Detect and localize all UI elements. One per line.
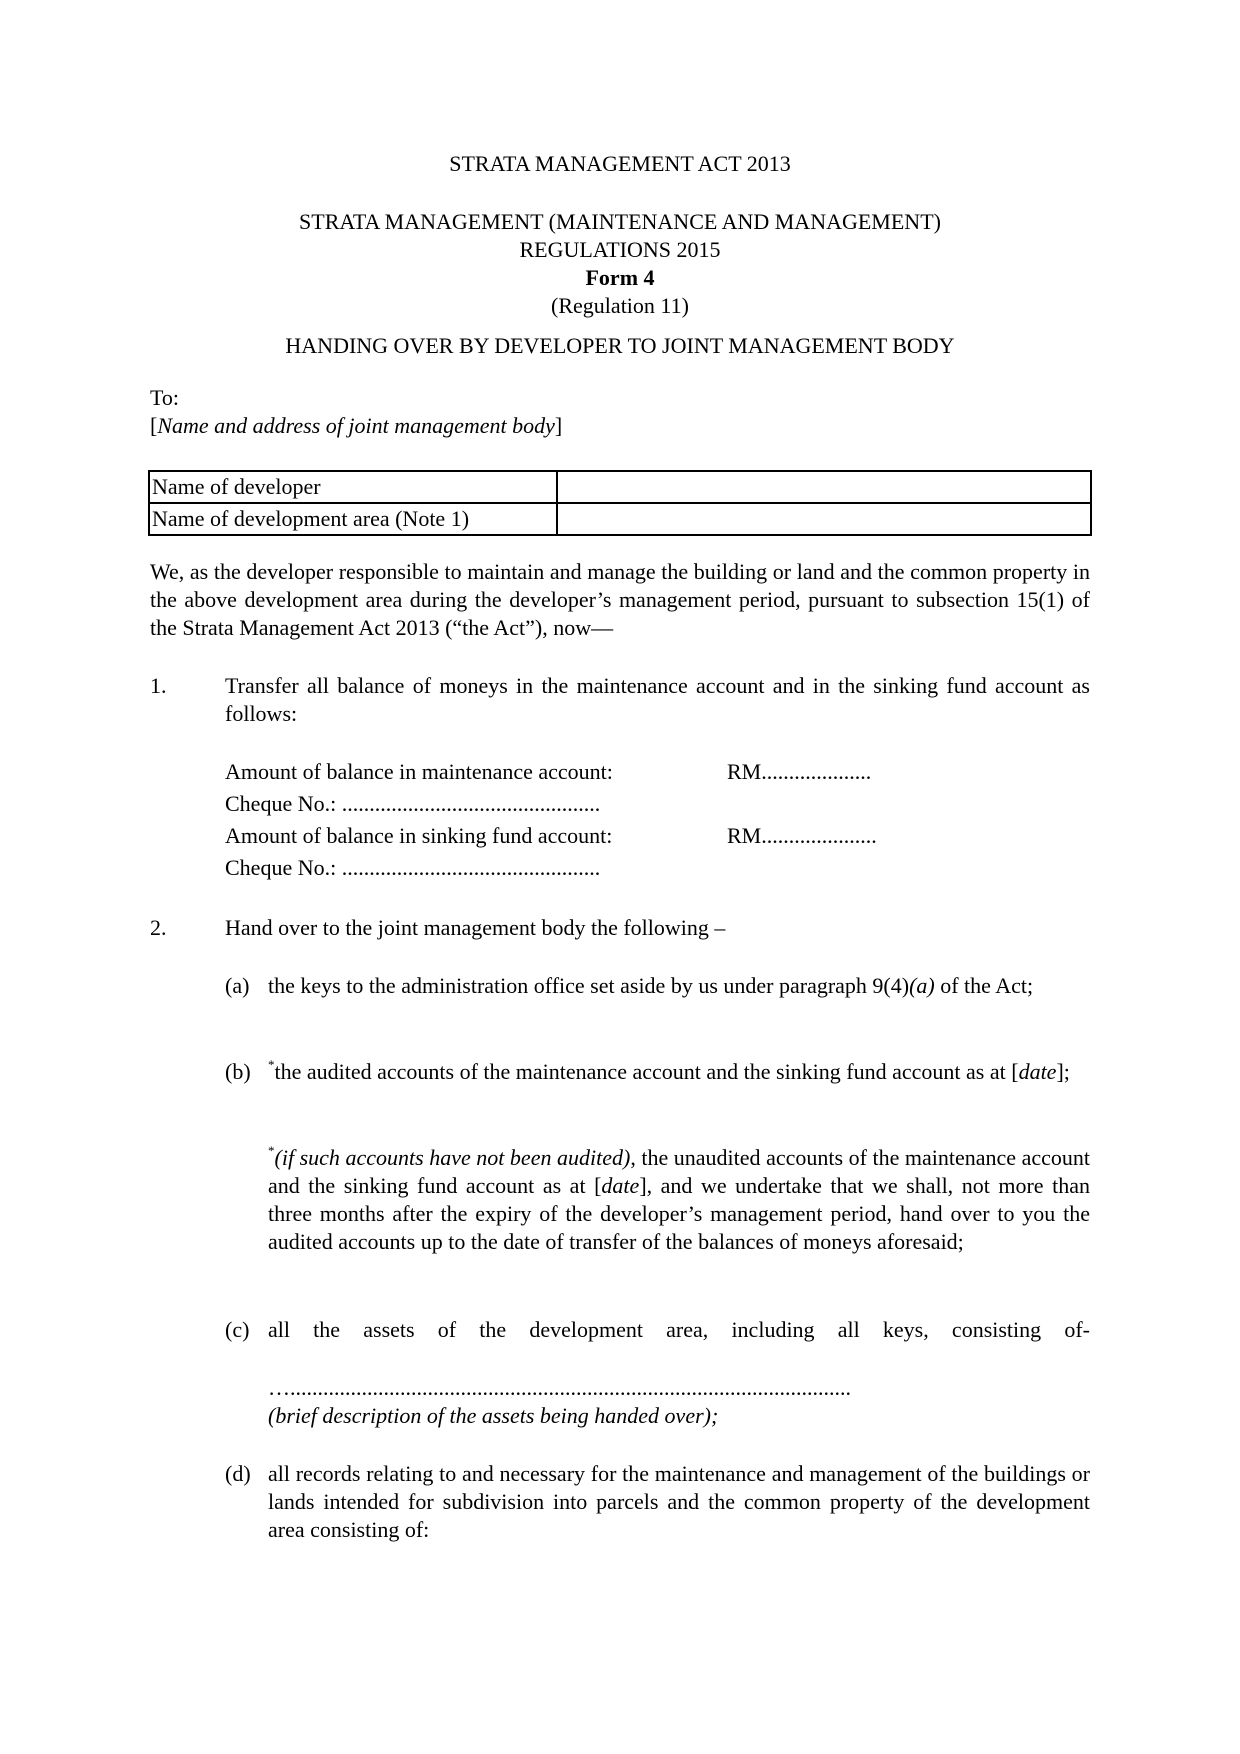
- item2b-label: (b): [225, 1059, 251, 1084]
- open-bracket: [: [150, 413, 158, 438]
- item2b-alt-text-part1: , the unaudited accounts of the maintenance account and the sinking fund account as at [: [268, 1145, 1090, 1198]
- form-number: Form 4: [585, 265, 655, 290]
- development-area-field[interactable]: [557, 503, 1091, 535]
- cheque-no-maintenance[interactable]: Cheque No.: ...............................................: [225, 791, 601, 816]
- sinking-balance-label: Amount of balance in sinking fund account:: [225, 823, 613, 848]
- developer-info-table: [148, 470, 1092, 536]
- item2c-dots[interactable]: …......................................................................................................: [268, 1375, 851, 1400]
- sinking-balance-amount[interactable]: RM.....................: [727, 823, 877, 848]
- item1-number: 1.: [150, 673, 167, 698]
- item2a-text-ital: (a): [909, 973, 935, 998]
- item1-text: Transfer all balance of moneys in the maintenance account and in the sinking fund account as follows:: [225, 673, 1090, 726]
- development-area-label: Name of development area (Note 1): [149, 503, 557, 535]
- item2b-text-part2: ];: [1056, 1059, 1070, 1084]
- cheque-no-sinking[interactable]: Cheque No.: ...............................................: [225, 855, 601, 880]
- item2b-text: [268, 1058, 1090, 1086]
- maintenance-balance-label: Amount of balance in maintenance account:: [225, 759, 613, 784]
- item2d-text: all records relating to and necessary for the maintenance and management of the buildings or lands intended for subdivision into parcels and the common property of the development area consisting of:: [268, 1461, 1090, 1542]
- item2c-text: all the assets of the development area, including all keys, consisting of-: [268, 1317, 1090, 1342]
- regulation-reference: (Regulation 11): [551, 293, 689, 318]
- item2a-text-part1: the keys to the administration office set aside by us under paragraph 9(4): [268, 973, 910, 998]
- item2a-text: [268, 972, 1090, 1000]
- maintenance-balance-amount[interactable]: RM....................: [727, 759, 872, 784]
- item2a-label: (a): [225, 973, 250, 998]
- form-title: HANDING OVER BY DEVELOPER TO JOINT MANAGEMENT BODY: [285, 333, 955, 358]
- item2b-text-part1: the audited accounts of the maintenance account and the sinking fund account as at [: [274, 1059, 1019, 1084]
- addressee-placeholder: [150, 412, 1090, 440]
- item2c-label: (c): [225, 1317, 250, 1342]
- item2b-alt-star: *: [268, 1143, 275, 1158]
- item2b-alt-date: date: [601, 1173, 640, 1198]
- item2b-alt-ital: (if such accounts have not been audited): [274, 1145, 631, 1170]
- table-row: [149, 471, 1091, 503]
- regulations-title-line1: STRATA MANAGEMENT (MAINTENANCE AND MANAGEMENT): [299, 209, 941, 234]
- regulations-title-line2: REGULATIONS 2015: [519, 237, 721, 262]
- act-title: STRATA MANAGEMENT ACT 2013: [449, 151, 791, 176]
- item2c-description: (brief description of the assets being handed over);: [268, 1403, 719, 1428]
- item2b-date: date: [1018, 1059, 1057, 1084]
- intro-paragraph: We, as the developer responsible to maintain and manage the building or land and the common property in the above development area during the developer’s management period, pursuant to subsection 15(1) of the Strata Management Act 2013 (“the Act”), now—: [150, 559, 1090, 640]
- close-bracket: ]: [554, 413, 563, 438]
- item2d-label: (d): [225, 1461, 251, 1486]
- table-row: [149, 503, 1091, 535]
- developer-name-field[interactable]: [557, 471, 1091, 503]
- item2b-alt-text-part2: ], and we undertake that we shall, not more than three months after the expiry of the developer’s management period, hand over to you the audited accounts up to the date of transfer of the balances of moneys aforesaid;: [268, 1173, 1090, 1254]
- item2a-text-part2: of the Act;: [934, 973, 1034, 998]
- to-label: To:: [150, 385, 180, 410]
- item2-number: 2.: [150, 915, 167, 940]
- item2-text: Hand over to the joint management body the following –: [225, 915, 726, 940]
- item2b-star: *: [268, 1057, 275, 1072]
- developer-name-label: Name of developer: [149, 471, 557, 503]
- item2b-alt-text: [268, 1144, 1090, 1256]
- addressee-name: Name and address of joint management body: [157, 413, 555, 438]
